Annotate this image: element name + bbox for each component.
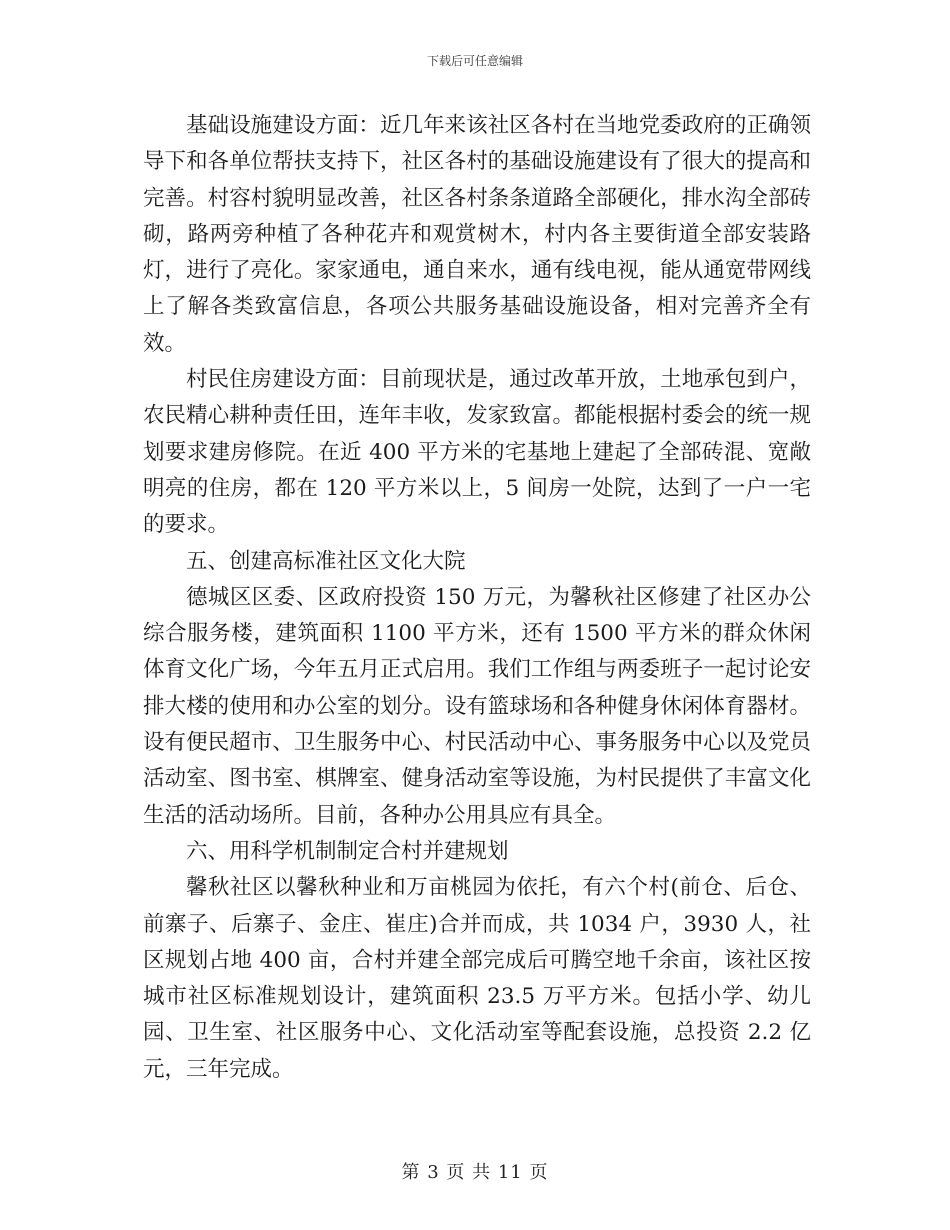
paragraph-housing: 村民住房建设方面：目前现状是，通过改革开放，土地承包到户，农民精心耕种责任田，连年丰收，发家致富。都能根据村委会的统一规划要求建房修院。在近 400 平方米的宅基地上建起了全部砖混、宽敞明亮的住房，都在 120 平方米以上，5 间房一处院，达到了一户一宅的要求。 xyxy=(143,367,811,538)
document-body xyxy=(143,108,811,1088)
paragraph-infrastructure: 基础设施建设方面：近几年来该社区各村在当地党委政府的正确领导下和各单位帮扶支持下，社区各村的基础设施建设有了很大的提高和完善。村容村貌明显改善，社区各村条条道路全部硬化，排水沟全部砖砌，路两旁种植了各种花卉和观赏树木，村内各主要街道全部安装路灯，进行了亮化。家家通电，通自来水，通有线电视，能从通宽带网线上了解各类致富信息，各项公共服务基础设施设备，相对完善齐全有效。 xyxy=(143,113,811,356)
page-footer: 第 3 页 共 11 页 xyxy=(401,1162,549,1183)
section-heading-five: 五、创建高标准社区文化大院 xyxy=(186,548,466,574)
page-header: 下载后可任意编辑 xyxy=(426,54,523,68)
paragraph-village-merger: 馨秋社区以馨秋种业和万亩桃园为依托，有六个村(前仓、后仓、前寨子、后寨子、金庄、崔庄)合并而成，共 1034 户，3930 人，社区规划占地 400 亩，合村并建全部完成后可腾空地千余亩，该社区按城市社区标准规划设计，建筑面积 23.5 万平方米。包括小学、幼儿园、卫生室、社区服务中心、文化活动室等配套设施，总投资 2.2 亿元，三年完成。 xyxy=(143,875,811,1082)
paragraph-cultural-center: 德城区区委、区政府投资 150 万元，为馨秋社区修建了社区办公综合服务楼，建筑面积 1100 平方米，还有 1500 平方米的群众休闲体育文化广场，今年五月正式启用。我们工作组与两委班子一起讨论安排大楼的使用和办公室的划分。设有篮球场和各种健身休闲体育器材。设有便民超市、卫生服务中心、村民活动中心、事务服务中心以及党员活动室、图书室、棋牌室、健身活动室等设施，为村民提供了丰富文化生活的活动场所。目前，各种办公用具应有具全。 xyxy=(143,584,811,828)
section-heading-six: 六、用科学机制制定合村并建规划 xyxy=(186,838,509,864)
